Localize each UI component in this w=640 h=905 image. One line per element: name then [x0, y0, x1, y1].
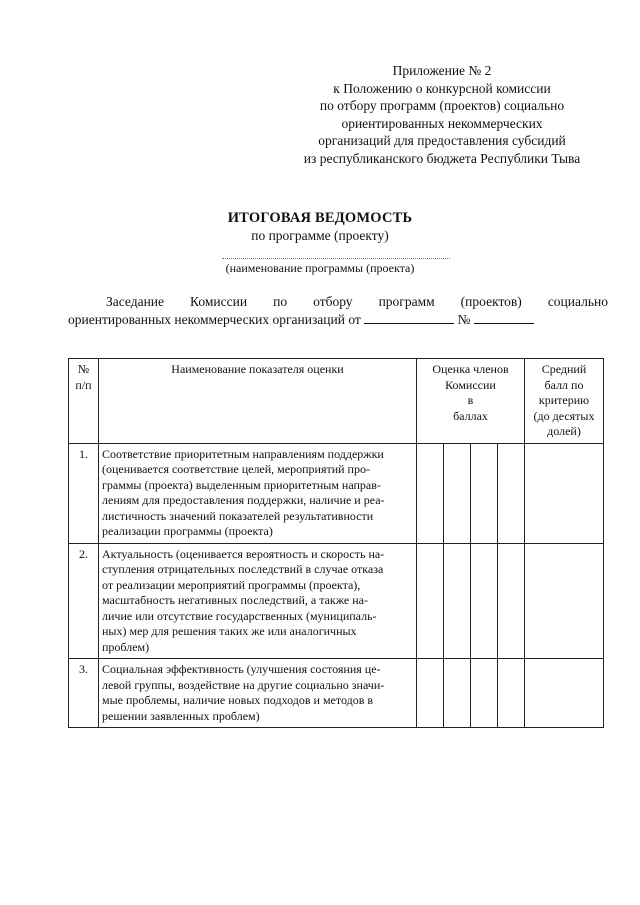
table-row: [69, 659, 604, 728]
header-average: Средний балл по критерию (до десятых долей): [525, 359, 604, 444]
row-number: 1.: [69, 443, 99, 543]
appendix-line: по отбору программ (проектов) социально: [319, 98, 565, 113]
header-scores: Оценка членов Комиссии в баллах: [417, 359, 525, 444]
average-cell[interactable]: [525, 543, 604, 659]
average-cell[interactable]: [525, 443, 604, 543]
number-blank: [474, 311, 534, 324]
meeting-line-2: [68, 311, 608, 329]
number-sign: №: [457, 312, 471, 327]
score-cell[interactable]: [498, 543, 525, 659]
score-cell[interactable]: [471, 659, 498, 728]
appendix-line: организаций для предоставления субсидий: [318, 133, 566, 148]
document-subtitle: по программе (проекту): [251, 228, 389, 243]
appendix-line: к Положению о конкурсной комиссии: [333, 80, 551, 96]
row-number: 2.: [69, 543, 99, 659]
header-name: Наименование показателя оценки: [99, 359, 417, 444]
header-num: № п/п: [69, 359, 99, 444]
criterion-cell: Актуальность (оценивается вероятность и скорость на- ступления отрицательных последствий в случае отказа от реализации мероприятий программы (проекта), масштабность негативных последствий, а также на- личие или отсутствие государственных (муниципаль- ных) мер для решения таких же или аналогичных проблем): [99, 543, 417, 659]
appendix-line: из республиканского бюджета Республики Тыва: [303, 150, 581, 166]
assessment-table: [68, 358, 604, 728]
criterion-cell: Социальная эффективность (улучшения состояния це- левой группы, воздействие на другие социально значи- мые проблемы, наличие новых подходов и методов в решении заявленных проблем): [99, 659, 417, 728]
table-row: [69, 543, 604, 659]
row-number: 3.: [69, 659, 99, 728]
score-cell[interactable]: [444, 543, 471, 659]
appendix-block: [277, 62, 607, 167]
appendix-line: Приложение № 2: [392, 63, 492, 78]
score-cell[interactable]: [417, 659, 444, 728]
score-cell[interactable]: [471, 443, 498, 543]
program-name-caption: (наименование программы (проекта): [225, 261, 415, 275]
score-cell[interactable]: [417, 443, 444, 543]
score-cell[interactable]: [498, 659, 525, 728]
appendix-line: ориентированных некоммерческих: [341, 115, 543, 131]
meeting-line-1: Заседание Комиссии по отбору программ (проектов) социально: [106, 294, 608, 309]
program-name-line: [222, 258, 450, 259]
score-cell[interactable]: [471, 543, 498, 659]
criterion-cell: Соответствие приоритетным направлениям поддержки (оценивается соответствие целей, мероприятий про- граммы (проекта) выделенным приоритетным направ- лениям для предоставления поддержки, наличие и реа- листичность значений показателей результативности реализации программы (проекта): [99, 443, 417, 543]
meeting-line-2-text: ориентированных некоммерческих организаций от: [68, 312, 361, 327]
meeting-paragraph: [68, 293, 608, 329]
score-cell[interactable]: [444, 659, 471, 728]
average-cell[interactable]: [525, 659, 604, 728]
score-cell[interactable]: [444, 443, 471, 543]
table-header-row: [69, 359, 604, 444]
document-title: ИТОГОВАЯ ВЕДОМОСТЬ: [227, 210, 413, 226]
table-row: [69, 443, 604, 543]
score-cell[interactable]: [498, 443, 525, 543]
date-blank: [364, 311, 454, 324]
score-cell[interactable]: [417, 543, 444, 659]
